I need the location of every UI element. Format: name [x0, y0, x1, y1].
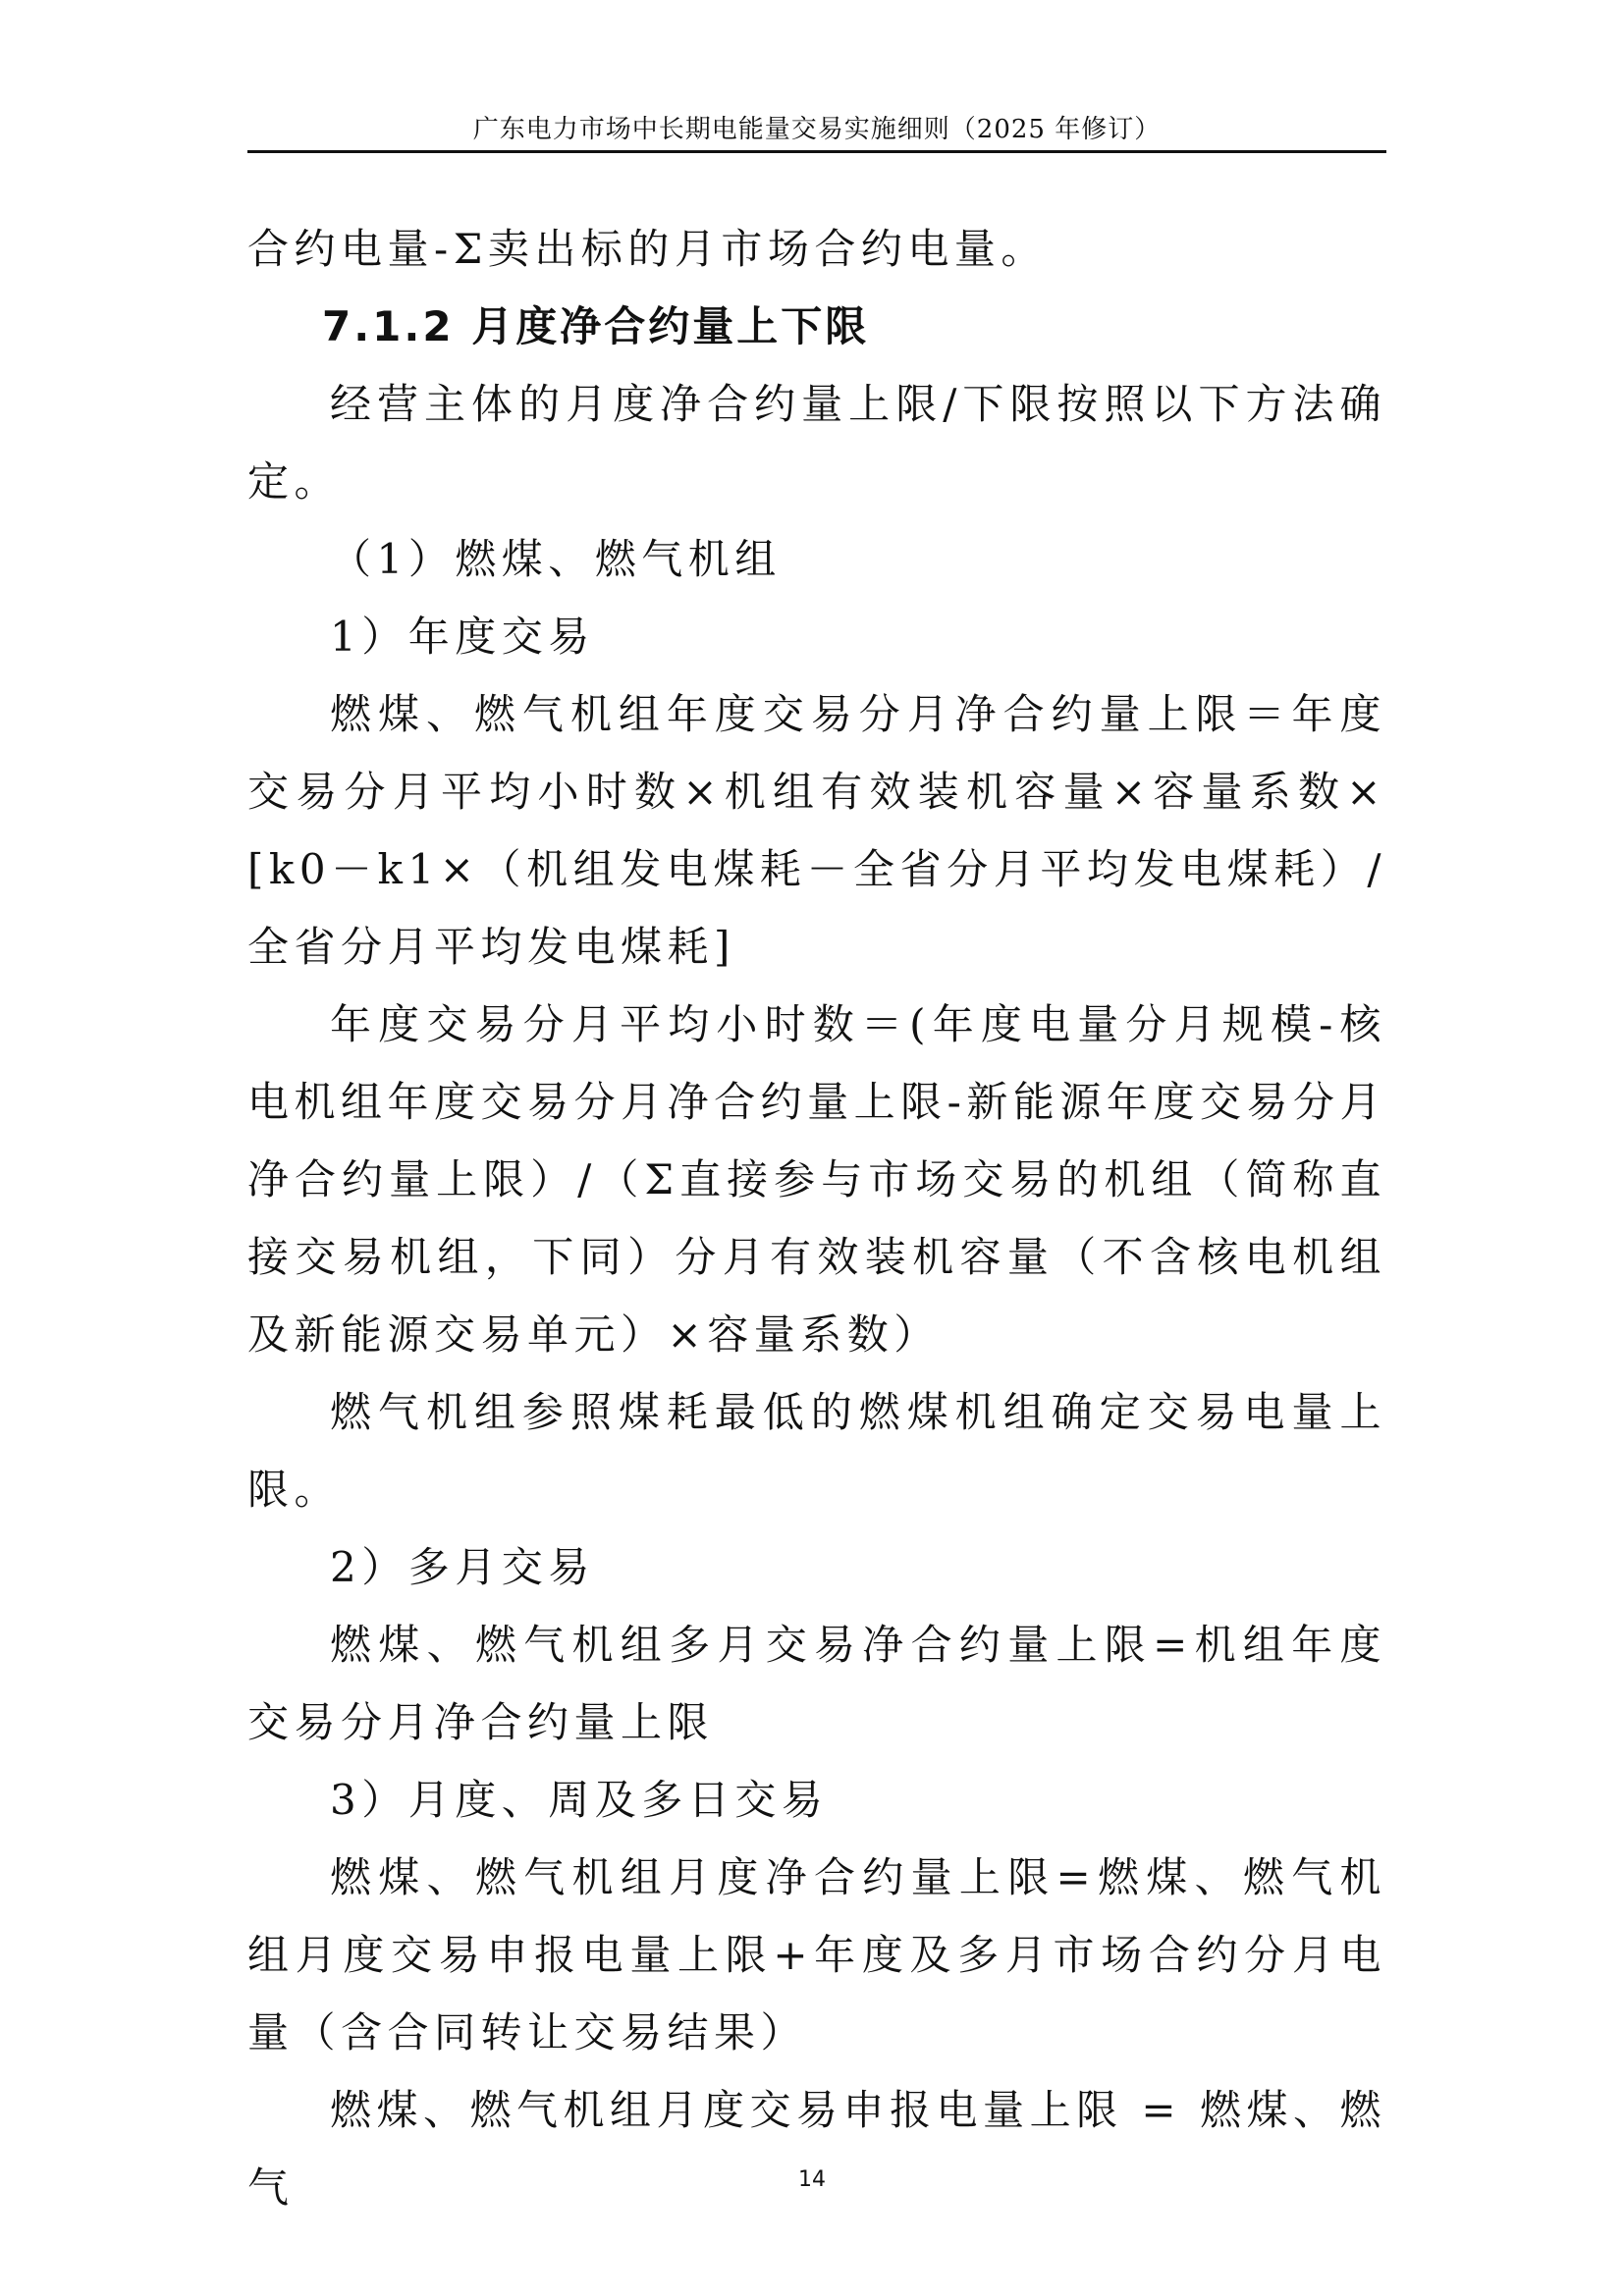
- page-header: 广东电力市场中长期电能量交易实施细则（2025 年修订）: [472, 115, 1162, 144]
- paragraph-average-hours-formula: 年度交易分月平均小时数＝(年度电量分月规模-核电机组年度交易分月净合约量上限-新能源年度交易分月净合约量上限）/（Σ直接参与市场交易的机组（简称直接交易机组，下同）分月有效装机容量（不含核电机组及新能源交易单元）×容量系数）: [247, 1000, 1386, 1359]
- paragraph-monthly-declared-limit: 燃煤、燃气机组月度交易申报电量上限 = 燃煤、燃气: [247, 2086, 1386, 2212]
- subsection-coal-gas-units: （1）燃煤、燃气机组: [330, 535, 782, 583]
- item-multi-month-trading: 2）多月交易: [330, 1543, 595, 1591]
- document-body: [247, 210, 1386, 2226]
- page-number: 14: [798, 2167, 826, 2192]
- paragraph-intro: 经营主体的月度净合约量上限/下限按照以下方法确定。: [247, 380, 1386, 506]
- paragraph-monthly-formula: 燃煤、燃气机组月度净合约量上限=燃煤、燃气机组月度交易申报电量上限+年度及多月市场合约分月电量（含合同转让交易结果）: [247, 1853, 1386, 2056]
- item-monthly-weekly-trading: 3）月度、周及多日交易: [330, 1776, 829, 1824]
- section-heading: 7.1.2 月度净合约量上下限: [322, 302, 870, 350]
- header-rule: [247, 150, 1386, 153]
- item-annual-trading: 1）年度交易: [330, 613, 595, 661]
- paragraph-gas-units-rule: 燃气机组参照煤耗最低的燃煤机组确定交易电量上限。: [247, 1388, 1386, 1514]
- paragraph-annual-formula: 燃煤、燃气机组年度交易分月净合约量上限＝年度交易分月平均小时数×机组有效装机容量×容量系数×[k0－k1×（机组发电煤耗－全省分月平均发电煤耗）/全省分月平均发电煤耗]: [247, 690, 1386, 971]
- paragraph-continuation: 合约电量-Σ卖出标的月市场合约电量。: [247, 225, 1048, 273]
- paragraph-multi-month-formula: 燃煤、燃气机组多月交易净合约量上限=机组年度交易分月净合约量上限: [247, 1621, 1386, 1746]
